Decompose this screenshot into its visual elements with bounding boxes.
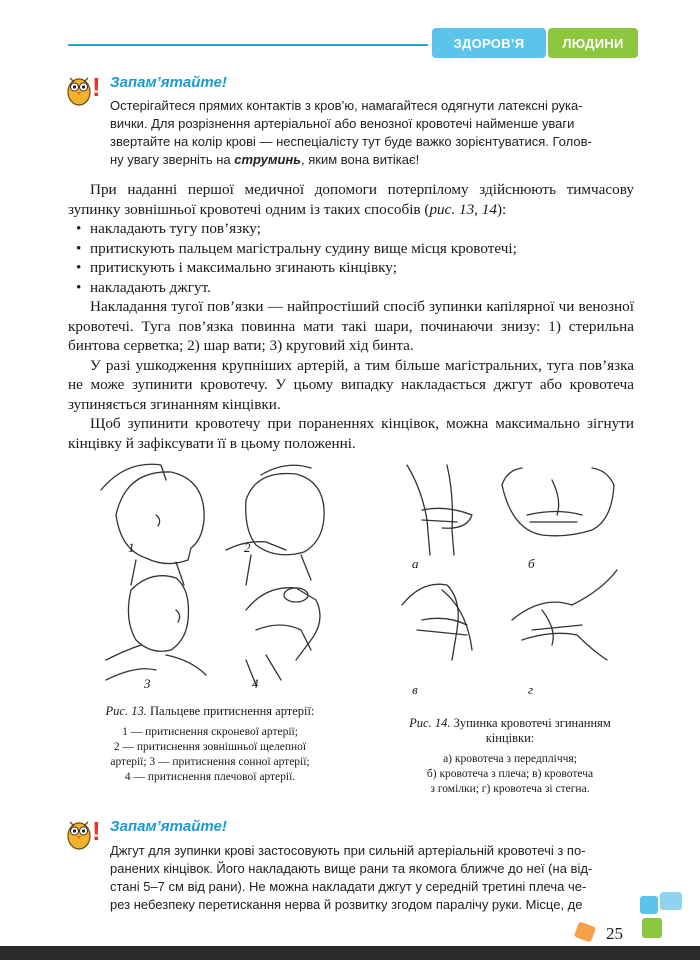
puzzle-piece-blue xyxy=(640,896,658,914)
fig14-label-b: б xyxy=(528,556,535,571)
fig13-caption-title xyxy=(90,704,330,719)
owl-icon xyxy=(66,816,92,850)
arm-a-drawing xyxy=(407,465,472,555)
callout1-line-1: Остерігайтеся прямих контактів з кров’ю, намагайтеся одягнути латексні рука- xyxy=(110,98,583,113)
body-text xyxy=(68,180,634,453)
fig13-label-2: 2 xyxy=(244,540,251,555)
fig14-caption-line-1: а) кровотеча з передпліччя; xyxy=(443,753,577,765)
remember-callout-1 xyxy=(110,97,636,169)
figure-13-illustration xyxy=(96,460,386,695)
paragraph-flexion: Щоб зупинити кровотечу при пораненнях кінцівок, можна максимально зігнути кінцівку й зафіксувати її в цьому положенні. xyxy=(68,415,634,452)
figure-13-caption xyxy=(90,704,330,785)
fig13-caption-title-text: Пальцеве притиснення артерії: xyxy=(146,704,315,718)
fig14-caption-line-2: б) кровотеча з плеча; в) кровотеча xyxy=(426,768,594,780)
fig14-label-v: в xyxy=(412,682,418,697)
fig13-caption-line-3: артерії; 3 — притиснення сонної артерії; xyxy=(110,756,310,768)
header-word-human: ЛЮДИНИ xyxy=(562,35,624,51)
fig14-caption-line-3: з гомілки; г) кровотеча зі стегна. xyxy=(430,783,590,795)
callout2-line-2: ранених кінцівок. Його накладають вище рани та якомога ближче до неї (на від- xyxy=(110,861,593,876)
remember-heading-2: Запам’ятайте! xyxy=(110,818,227,835)
list-item: • притискують і максимально згинають кінцівку; xyxy=(68,258,634,278)
leg-v-drawing xyxy=(402,584,472,660)
fig13-label-4: 4 xyxy=(252,676,259,691)
fig13-caption-line-2: 2 — притиснення зовнішньої щелепної xyxy=(113,741,307,753)
fig14-caption-title-text: Зупинка кровотечі згинанням кінцівки: xyxy=(450,716,611,745)
intro-figure-ref: рис. 13, 14 xyxy=(429,200,497,218)
intro-text-end: ): xyxy=(496,200,507,218)
head-2-drawing xyxy=(226,465,324,585)
figure-14-illustration xyxy=(392,460,622,690)
owl-icon xyxy=(66,72,92,106)
figure-14-caption xyxy=(400,716,620,797)
callout1-line-4-a: ну увагу зверніть на xyxy=(110,152,235,167)
fig13-label-3: 3 xyxy=(144,676,151,691)
intro-text: При наданні першої медичної допомоги потерпілому здійснюють тимчасову зупинку зовнішньої кровотечі одним із таких способів ( xyxy=(68,181,634,218)
callout1-line-3: звертайте на колір крові — неспеціалісту тут буде важко зорієнтуватися. Голов- xyxy=(110,134,592,149)
list-item: • притискують пальцем магістральну судину вище місця кровотечі; xyxy=(68,239,634,259)
exclamation-icon: ! xyxy=(92,816,101,846)
methods-list xyxy=(68,219,634,297)
callout2-line-3: стані 5–7 см від рани). Не можна накладати джгут у середній третині плеча че- xyxy=(110,879,587,894)
puzzle-piece-lightblue xyxy=(660,892,682,910)
shoulders-b-drawing xyxy=(502,468,614,536)
callout2-line-1: Джгут для зупинки крові застосовують при сильній артеріальній кровотечі з по- xyxy=(110,843,586,858)
header-puzzle-human xyxy=(548,28,638,58)
remember-callout-2 xyxy=(110,842,630,914)
exclamation-icon: ! xyxy=(92,72,101,102)
head-3-drawing xyxy=(106,576,206,680)
header-word-health: ЗДОРОВ’Я xyxy=(453,35,525,51)
callout1-line-2: вички. Для розрізнення артеріальної або венозної кровотечі найменше уваги xyxy=(110,116,575,131)
paragraph-bandage: Накладання тугої пов’язки — найпростіший спосіб зупинки капілярної чи венозної кровотечі. Туга пов’язка повинна мати такі шари, починаючи знизу: 1) стерильна бинтова серветка; 2) шар вати; 3) круговий хід бинта. xyxy=(68,298,634,354)
header-puzzle-health xyxy=(432,28,546,58)
paragraph-tourniquet: У разі ушкодження крупніших артерій, а тим більше магістральних, туга пов’язка не може зупинити кровотечу. У цьому випадку накладається джгут або кровотеча зупиняється згинанням кінцівки. xyxy=(68,356,634,413)
callout1-line-4-b: , яким вона витікає! xyxy=(301,152,420,167)
fig13-label-1: 1 xyxy=(128,540,135,555)
fig13-caption-prefix: Рис. 13. xyxy=(105,704,147,718)
puzzle-piece-orange xyxy=(574,921,596,942)
fig14-caption-title xyxy=(400,716,620,746)
fig13-caption-line-1: 1 — притиснення скроневої артерії; xyxy=(122,726,298,738)
bottom-bar xyxy=(0,946,700,960)
fig14-caption-prefix: Рис. 14. xyxy=(409,716,451,730)
fig13-caption-line-4: 4 — притиснення плечової артерії. xyxy=(124,771,296,783)
page-number: 25 xyxy=(606,924,623,943)
intro-paragraph xyxy=(68,180,634,219)
head-1-drawing xyxy=(101,464,204,585)
arm-4-drawing xyxy=(246,588,320,685)
fig14-label-a: а xyxy=(412,556,419,571)
puzzle-piece-green xyxy=(642,918,662,938)
callout1-emphasis: струминь xyxy=(234,152,302,167)
callout1-line-4 xyxy=(110,151,636,169)
callout2-line-4: рез небезпеку перетискання нерва й розвитку згодом паралічу руки. Місце, де xyxy=(110,897,583,912)
list-item: • накладають джгут. xyxy=(68,278,634,298)
fig14-label-g: г xyxy=(528,682,534,697)
header-rule xyxy=(68,44,428,46)
leg-g-drawing xyxy=(512,570,617,660)
list-item: • накладають тугу пов’язку; xyxy=(68,219,634,239)
remember-heading-1: Запам’ятайте! xyxy=(110,74,227,91)
